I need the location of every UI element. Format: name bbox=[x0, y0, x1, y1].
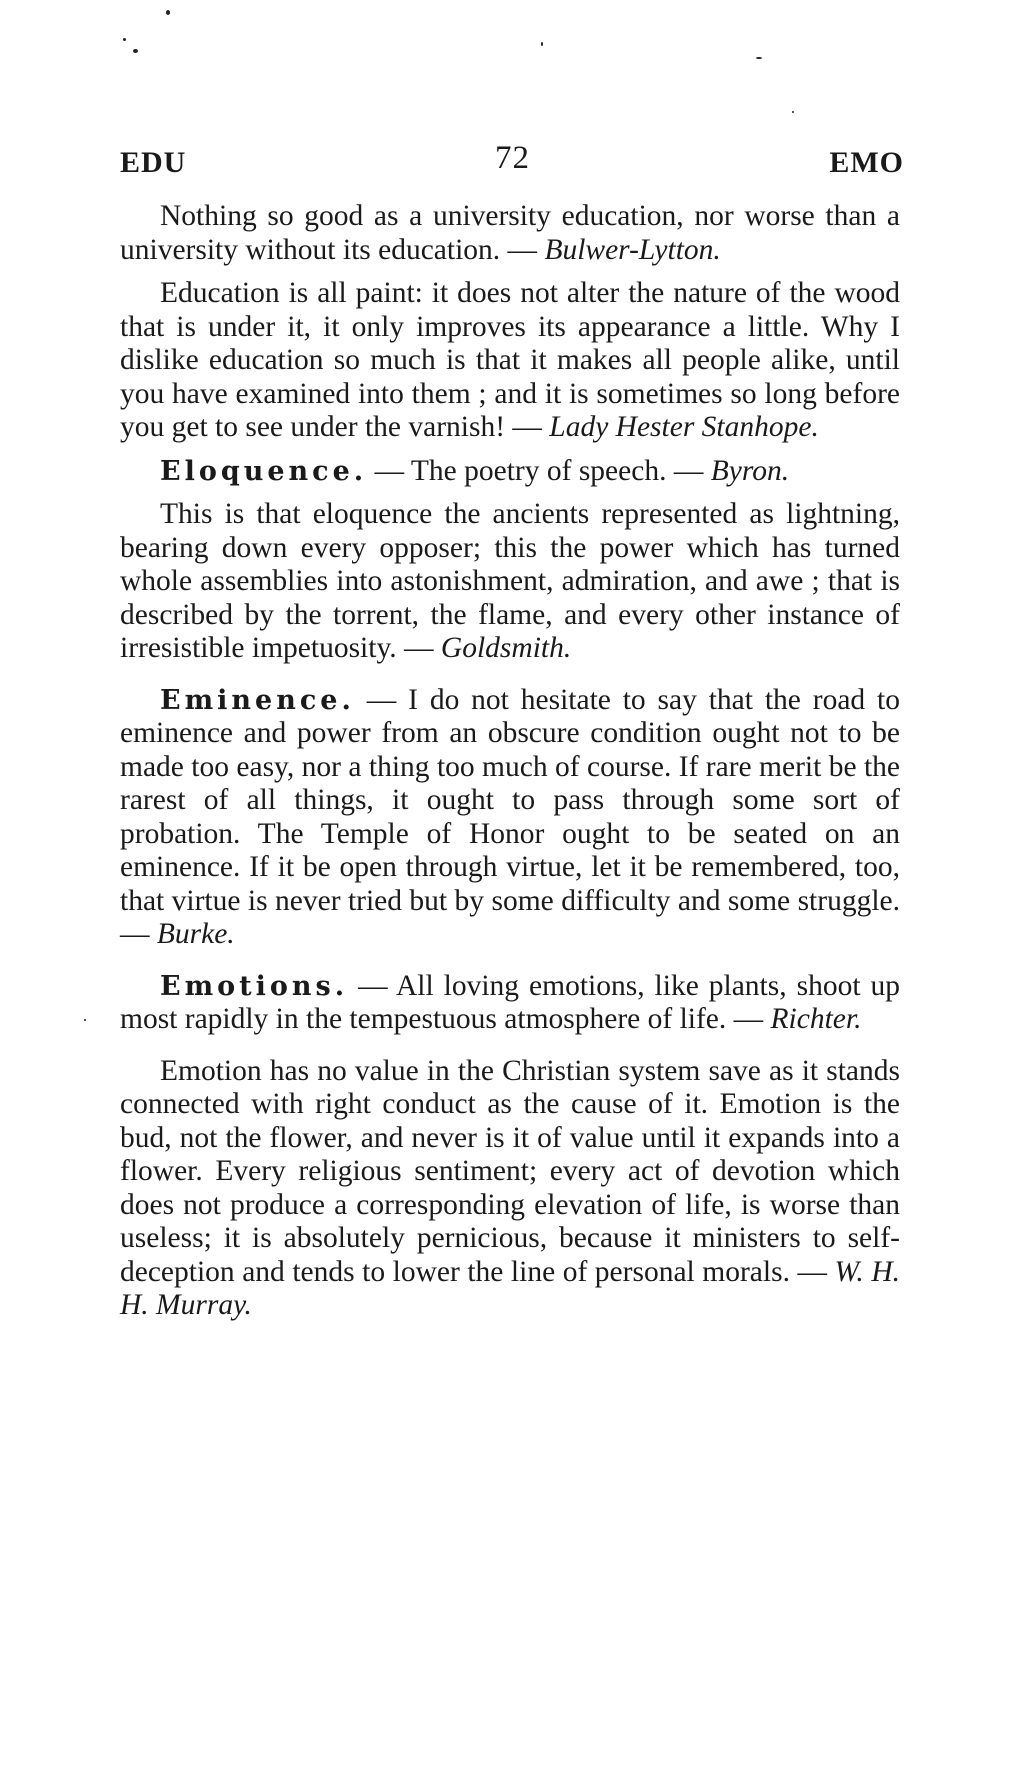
topic-heading: Eminence. bbox=[160, 684, 355, 716]
quotation-author: Byron. bbox=[710, 454, 790, 487]
quotation-paragraph bbox=[120, 970, 900, 1037]
quotation-text: Education is all paint: it does not alter the nature of the wood that is under it, it only improves its appearance a little. Why I dislike education so much is that it makes all people alike, until you have examined into them ; and it is sometimes so long before you get to see under the varnish! — bbox=[120, 277, 900, 443]
quotation-author: Burke. bbox=[156, 918, 235, 950]
quotation-text: — I do not hesitate to say that the road to eminence and power from an obscure condition ought not to be made too easy, nor a thing too much of course. If rare merit be the rarest of all things, it ought to pass through some sort of probation. The Temple of Honor ought to be seated on an eminence. If it be open through virtue, let it be remembered, too, that virtue is never tried but by some difficulty and some struggle. — bbox=[120, 683, 900, 950]
quotation-author: W. H. H. Murray. bbox=[120, 1255, 901, 1321]
topic-heading: Emotions. bbox=[160, 970, 349, 1002]
quotation-author: Lady Hester Stanhope. bbox=[549, 411, 819, 443]
quotation-text: Emotion has no value in the Christian system save as it stands connected with right conduct as the cause of it. Emotion is the bud, not the flower, and never is it of value until it expands into a flower. Every religious sentiment; every act of devotion which does not produce a corresponding elevation of life, is worse than useless; it is absolutely pernicious, because it ministers to self-deception and tends to lower the line of personal morals. — bbox=[120, 1054, 900, 1288]
topic-heading: Eloquence. bbox=[160, 455, 368, 487]
page-number: 72 bbox=[495, 140, 530, 176]
quotation-text: This is that eloquence the ancients represented as lightning, bearing down every opposer; this the power which has turned whole assemblies into astonishment, admiration, and awe ; that is described by the torrent, the flame, and every other instance of irresistible impetuosity. — bbox=[120, 498, 900, 664]
quotation-author: Goldsmith. bbox=[440, 632, 572, 664]
quotation-author: Richter. bbox=[770, 1003, 862, 1035]
quotation-paragraph bbox=[120, 277, 900, 445]
quotation-paragraph bbox=[120, 455, 900, 489]
quotation-text: Nothing so good as a university education, nor worse than a university without its education. — bbox=[120, 200, 900, 266]
header-left-guideword: EDU bbox=[120, 146, 187, 179]
header-right-guideword: EMO bbox=[829, 146, 904, 179]
quotation-paragraph bbox=[120, 200, 900, 267]
quotation-paragraph bbox=[120, 684, 900, 952]
quotation-text: — The poetry of speech. — bbox=[367, 454, 704, 487]
running-header bbox=[120, 140, 904, 180]
quotation-body bbox=[120, 200, 900, 1333]
quotation-author: Bulwer-Lytton. bbox=[544, 233, 721, 266]
quotation-paragraph bbox=[120, 498, 900, 666]
quotation-text: — All loving emotions, like plants, shoot up most rapidly in the tempestuous atmosphere of life. — bbox=[120, 969, 900, 1035]
quotation-paragraph bbox=[120, 1055, 900, 1323]
